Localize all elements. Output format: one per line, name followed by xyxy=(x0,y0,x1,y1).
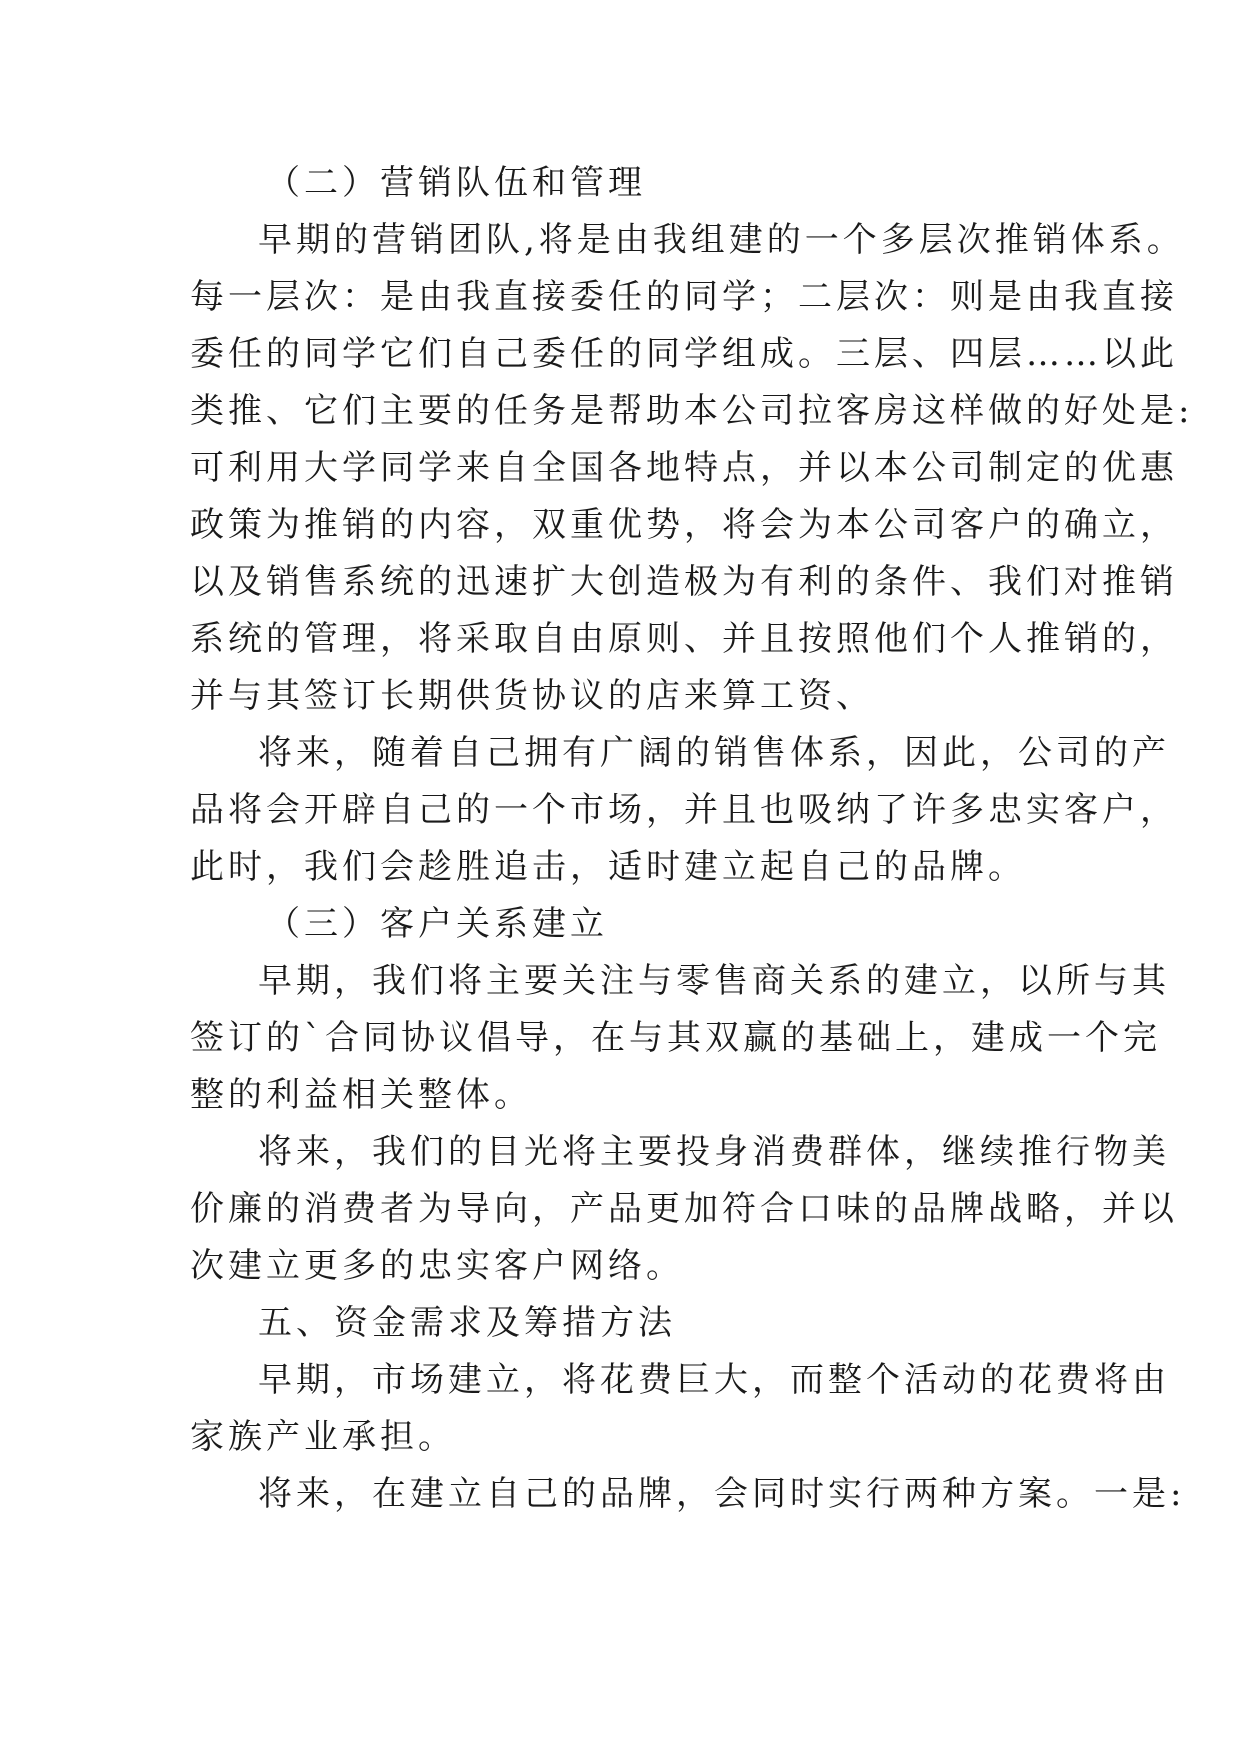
paragraph-line: 政策为推销的内容，双重优势，将会为本公司客户的确立， xyxy=(190,505,1178,545)
paragraph-line: 类推、它们主要的任务是帮助本公司拉客房这样做的好处是: xyxy=(190,391,1194,431)
paragraph-line: 可利用大学同学来自全国各地特点，并以本公司制定的优惠 xyxy=(190,448,1178,488)
paragraph-line: 每一层次：是由我直接委任的同学；二层次：则是由我直接 xyxy=(190,277,1178,317)
section-heading: （二）营销队伍和管理 xyxy=(266,163,646,203)
paragraph-line: 次建立更多的忠实客户网络。 xyxy=(190,1246,684,1286)
paragraph-line: 价廉的消费者为导向，产品更加符合口味的品牌战略，并以 xyxy=(190,1189,1178,1229)
paragraph-line: 签订的`合同协议倡导，在与其双赢的基础上，建成一个完 xyxy=(190,1018,1161,1058)
paragraph-line: 将来，我们的目光将主要投身消费群体，继续推行物美 xyxy=(258,1132,1170,1172)
paragraph-line: 早期，我们将主要关注与零售商关系的建立，以所与其 xyxy=(258,961,1170,1001)
paragraph-line: 整的利益相关整体。 xyxy=(190,1075,532,1115)
paragraph-line: 委任的同学它们自己委任的同学组成。三层、四层……以此 xyxy=(190,334,1178,374)
paragraph-line: 品将会开辟自己的一个市场，并且也吸纳了许多忠实客户， xyxy=(190,790,1178,830)
paragraph-line: 此时，我们会趁胜追击，适时建立起自己的品牌。 xyxy=(190,847,1026,887)
paragraph-line: 将来，在建立自己的品牌，会同时实行两种方案。一是: xyxy=(258,1474,1186,1514)
section-heading: 五、资金需求及筹措方法 xyxy=(258,1303,676,1343)
paragraph-line: 家族产业承担。 xyxy=(190,1417,456,1457)
paragraph-line: 系统的管理，将采取自由原则、并且按照他们个人推销的， xyxy=(190,619,1178,659)
paragraph-line: 将来，随着自己拥有广阔的销售体系，因此，公司的产 xyxy=(258,733,1170,773)
paragraph-line: 早期，市场建立，将花费巨大，而整个活动的花费将由 xyxy=(258,1360,1170,1400)
paragraph-line: 早期的营销团队,将是由我组建的一个多层次推销体系。 xyxy=(258,220,1185,260)
paragraph-line: 以及销售系统的迅速扩大创造极为有利的条件、我们对推销 xyxy=(190,562,1178,602)
paragraph-line: 并与其签订长期供货协议的店来算工资、 xyxy=(190,676,874,716)
section-heading: （三）客户关系建立 xyxy=(266,904,608,944)
